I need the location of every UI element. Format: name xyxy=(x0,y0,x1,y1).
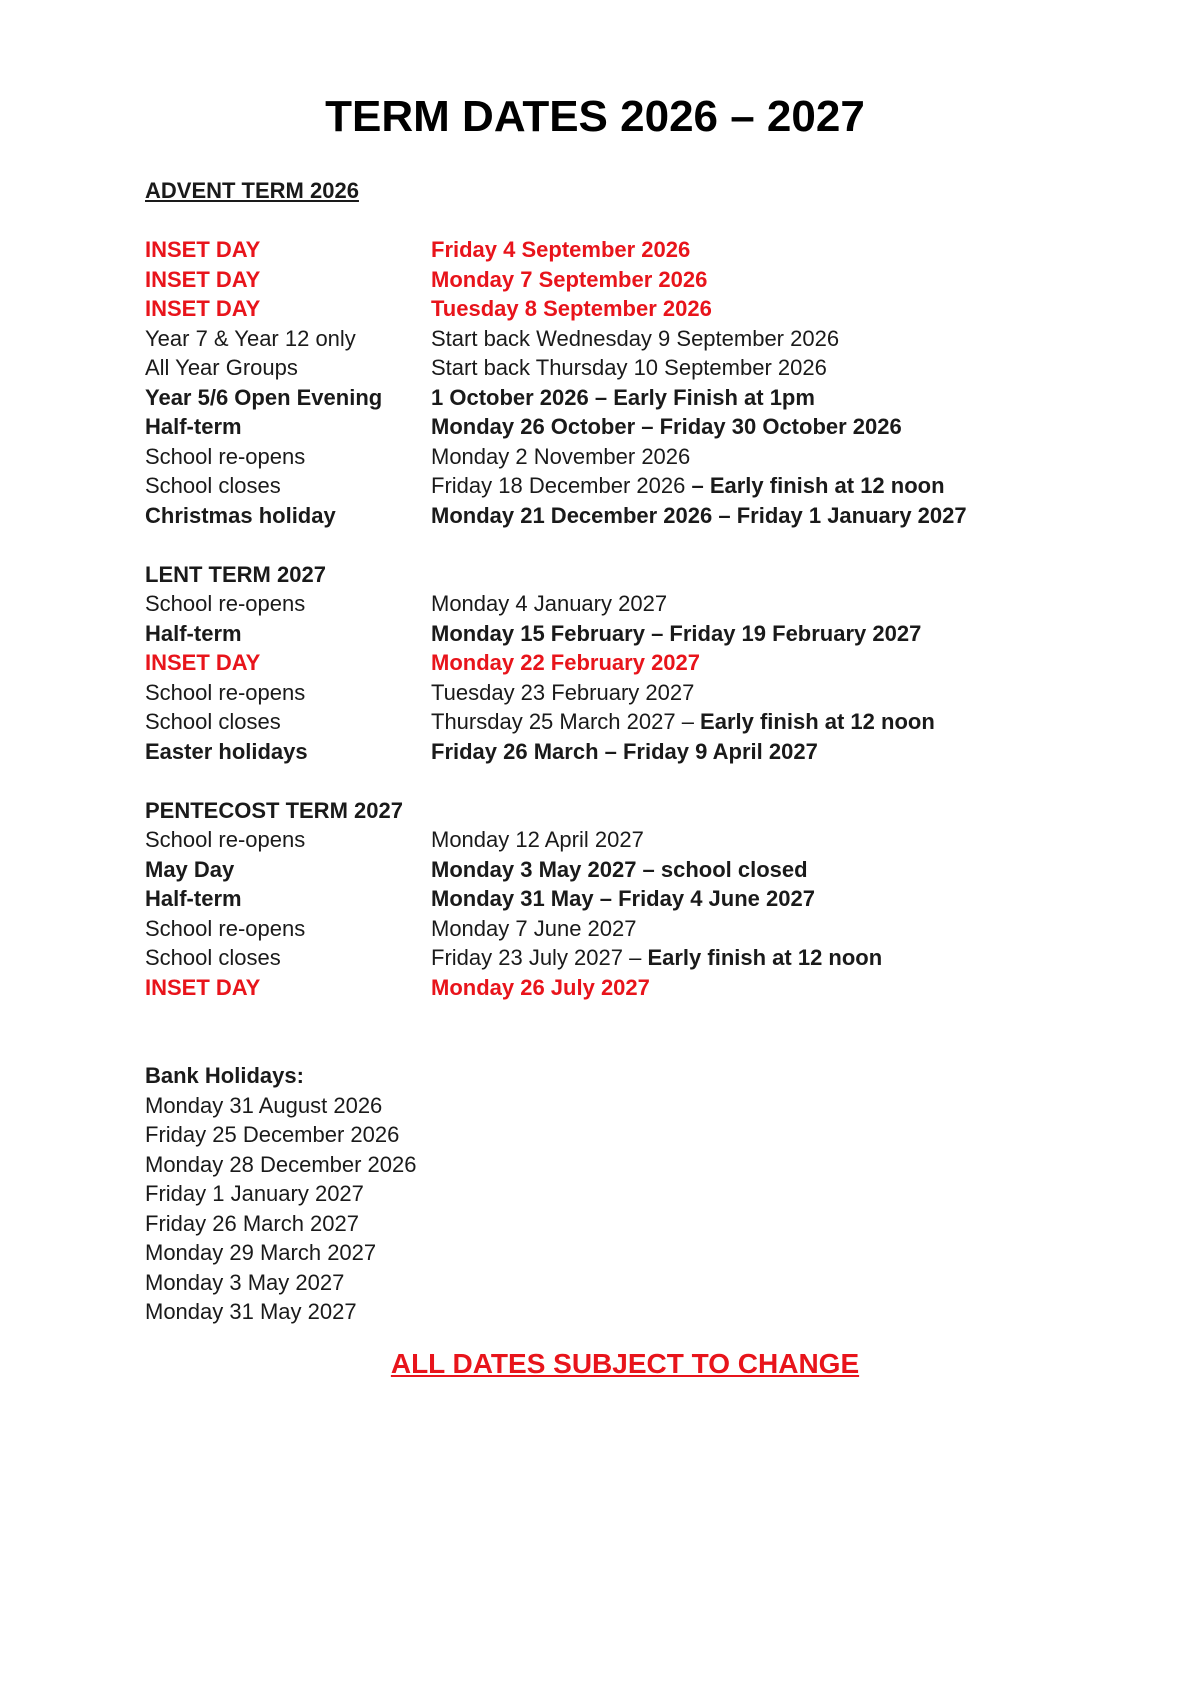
term-row-value xyxy=(431,265,1045,295)
term-row-label: Christmas holiday xyxy=(145,502,336,528)
term-row-date: Friday 23 July 2027 – xyxy=(431,945,642,970)
term-row-date: 1 October 2026 – Early Finish at 1pm xyxy=(431,384,815,410)
term-row-date: Tuesday 8 September 2026 xyxy=(431,296,712,321)
term-row-label: May Day xyxy=(145,856,235,882)
bank-holiday-item: Monday 31 August 2026 xyxy=(145,1092,383,1118)
bank-holiday-item: Monday 28 December 2026 xyxy=(145,1151,417,1177)
term-row-value xyxy=(431,324,1045,354)
term-row xyxy=(145,737,1045,767)
term-row xyxy=(145,294,1045,324)
term-row-date: Friday 18 December 2026 xyxy=(431,473,686,498)
term-row-value xyxy=(431,707,1045,737)
term-row-label: All Year Groups xyxy=(145,355,298,380)
term-row xyxy=(145,619,1045,649)
term-row xyxy=(145,707,1045,737)
term-row-date: Monday 7 June 2027 xyxy=(431,915,637,941)
term-row xyxy=(145,943,1045,973)
term-row-label: School re-opens xyxy=(145,827,306,852)
term-row-label: INSET DAY xyxy=(145,650,261,675)
page-title: TERM DATES 2026 – 2027 xyxy=(325,92,865,141)
term-row-date: Friday 4 September 2026 xyxy=(431,237,691,262)
term-row-value xyxy=(431,471,1045,501)
pentecost-term-rows xyxy=(145,825,1045,1002)
term-row-date: Monday 12 April 2027 xyxy=(431,827,644,852)
term-row xyxy=(145,235,1045,265)
advent-term-heading: ADVENT TERM 2026 xyxy=(145,178,359,203)
term-row-value xyxy=(431,353,1045,383)
term-row xyxy=(145,353,1045,383)
term-row-label: School closes xyxy=(145,709,281,734)
term-row-date: Start back Wednesday 9 September 2026 xyxy=(431,325,840,351)
term-row xyxy=(145,442,1045,472)
term-row-value xyxy=(431,855,1045,885)
term-row xyxy=(145,412,1045,442)
term-row-value xyxy=(431,294,1045,324)
term-row-date: Thursday 25 March 2027 – xyxy=(431,709,694,734)
term-row-label: INSET DAY xyxy=(145,974,261,1000)
term-row-value xyxy=(431,884,1045,914)
term-row-label: School closes xyxy=(145,945,281,970)
term-row-label: School closes xyxy=(145,473,281,498)
term-row-value xyxy=(431,737,1045,767)
term-row-value xyxy=(431,442,1045,472)
term-row xyxy=(145,383,1045,413)
term-row-value xyxy=(431,589,1045,619)
term-row-label: School re-opens xyxy=(145,915,306,941)
term-row xyxy=(145,914,1045,944)
term-row-date: Monday 21 December 2026 – Friday 1 January 2027 xyxy=(431,502,967,528)
term-row xyxy=(145,589,1045,619)
term-row-label: Easter holidays xyxy=(145,738,308,764)
term-row-note: Early finish at 12 noon xyxy=(641,945,883,970)
term-row-note: – Early finish at 12 noon xyxy=(685,473,945,498)
term-row-label: School re-opens xyxy=(145,679,306,705)
term-row-date: Monday 15 February – Friday 19 February 2027 xyxy=(431,620,922,646)
term-row-value xyxy=(431,943,1045,973)
term-row-date: Monday 7 September 2026 xyxy=(431,266,708,292)
lent-term-rows xyxy=(145,589,1045,766)
bank-holidays-list xyxy=(145,1091,1045,1327)
term-row xyxy=(145,973,1045,1003)
term-row-date: Start back Thursday 10 September 2026 xyxy=(431,355,827,380)
term-row-date: Monday 31 May – Friday 4 June 2027 xyxy=(431,886,815,911)
term-row-date: Monday 2 November 2026 xyxy=(431,443,691,469)
term-dates-content xyxy=(145,176,1045,1327)
term-row-label: Half-term xyxy=(145,620,242,646)
term-row-value xyxy=(431,973,1045,1003)
term-row xyxy=(145,471,1045,501)
term-row-label: Half-term xyxy=(145,886,242,911)
term-row-value xyxy=(431,235,1045,265)
term-row xyxy=(145,884,1045,914)
term-row-label: Half-term xyxy=(145,414,242,439)
term-row-value xyxy=(431,383,1045,413)
term-row-label: School re-opens xyxy=(145,443,306,469)
term-row-label: INSET DAY xyxy=(145,266,261,292)
term-row xyxy=(145,825,1045,855)
bank-holiday-item: Monday 29 March 2027 xyxy=(145,1240,377,1265)
subject-to-change-notice: ALL DATES SUBJECT TO CHANGE xyxy=(390,1348,860,1379)
term-row-value xyxy=(431,678,1045,708)
term-row-value xyxy=(431,412,1045,442)
term-row-date: Friday 26 March – Friday 9 April 2027 xyxy=(431,738,818,764)
term-row-label: Year 7 & Year 12 only xyxy=(145,325,356,351)
term-row xyxy=(145,324,1045,354)
term-row-note: Early finish at 12 noon xyxy=(693,709,935,734)
term-row-label: INSET DAY xyxy=(145,237,261,262)
term-row-date: Monday 26 October – Friday 30 October 2026 xyxy=(431,414,902,439)
bank-holiday-item: Friday 25 December 2026 xyxy=(145,1122,400,1147)
term-row-date: Monday 22 February 2027 xyxy=(431,650,701,675)
term-row-label: INSET DAY xyxy=(145,296,261,321)
pentecost-term-heading: PENTECOST TERM 2027 xyxy=(145,797,403,823)
bank-holiday-item: Friday 26 March 2027 xyxy=(145,1210,359,1236)
term-row-label: School re-opens xyxy=(145,591,306,616)
term-row-value xyxy=(431,619,1045,649)
lent-term-heading: LENT TERM 2027 xyxy=(145,561,326,587)
bank-holiday-item: Monday 31 May 2027 xyxy=(145,1299,357,1324)
term-row xyxy=(145,265,1045,295)
term-row-date: Monday 3 May 2027 – school closed xyxy=(431,856,808,882)
term-row-date: Monday 4 January 2027 xyxy=(431,591,668,616)
term-row-value xyxy=(431,501,1045,531)
bank-holiday-item: Monday 3 May 2027 xyxy=(145,1269,345,1295)
term-row xyxy=(145,501,1045,531)
term-row-value xyxy=(431,825,1045,855)
bank-holiday-item: Friday 1 January 2027 xyxy=(145,1181,364,1206)
term-row-date: Tuesday 23 February 2027 xyxy=(431,679,695,705)
term-row xyxy=(145,648,1045,678)
term-row xyxy=(145,855,1045,885)
bank-holidays-heading: Bank Holidays: xyxy=(145,1063,304,1088)
term-row-value xyxy=(431,914,1045,944)
term-row xyxy=(145,678,1045,708)
advent-term-rows xyxy=(145,235,1045,530)
term-row-date: Monday 26 July 2027 xyxy=(431,974,650,1000)
term-row-value xyxy=(431,648,1045,678)
term-row-label: Year 5/6 Open Evening xyxy=(145,384,383,410)
